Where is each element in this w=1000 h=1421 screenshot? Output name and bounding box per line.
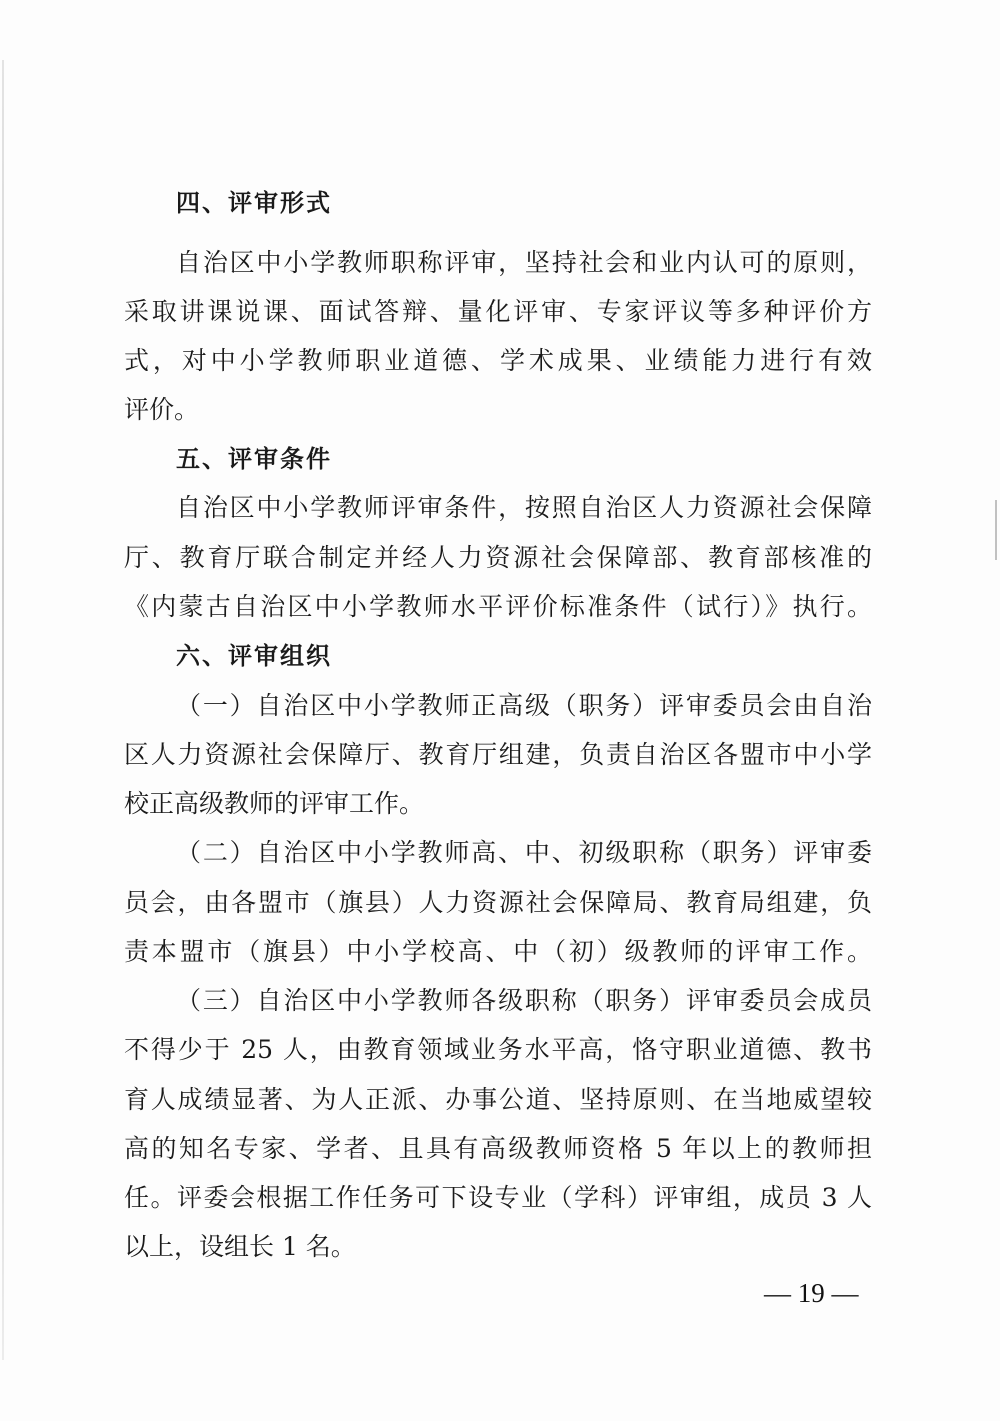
paragraph-line: 评价。 — [124, 395, 200, 424]
paragraph-line: 员会，由各盟市（旗县）人力资源社会保障局、教育局组建，负 — [124, 888, 872, 917]
paragraph-line: 责本盟市（旗县）中小学校高、中（初）级教师的评审工作。 — [124, 937, 872, 966]
paragraph-line: 自治区中小学教师职称评审，坚持社会和业内认可的原则， — [176, 248, 872, 277]
paragraph-line: 厅、教育厅联合制定并经人力资源社会保障部、教育部核准的 — [124, 543, 872, 572]
paragraph-line: 不得少于 25 人，由教育领域业务水平高，恪守职业道德、教书 — [124, 1035, 872, 1064]
scan-edge-left — [2, 60, 4, 1360]
paragraph-line: 自治区中小学教师评审条件，按照自治区人力资源社会保障 — [176, 493, 872, 522]
paragraph-line: 《内蒙古自治区中小学教师水平评价标准条件（试行）》执行。 — [124, 592, 872, 621]
scan-edge-right — [995, 500, 997, 560]
page-number: — 19 — — [764, 1278, 859, 1308]
paragraph-line: 任。评委会根据工作任务可下设专业（学科）评审组，成员 3 人 — [124, 1183, 872, 1212]
paragraph-line: 采取讲课说课、面试答辩、量化评审、专家评议等多种评价方 — [124, 297, 872, 326]
paragraph-line: 高的知名专家、学者、且具有高级教师资格 5 年以上的教师担 — [124, 1134, 872, 1163]
section-heading-4: 四、评审形式 — [176, 189, 332, 217]
paragraph-line: （一）自治区中小学教师正高级（职务）评审委员会由自治 — [176, 691, 872, 720]
paragraph-line: 式，对中小学教师职业道德、学术成果、业绩能力进行有效 — [124, 346, 872, 375]
paragraph-line: （二）自治区中小学教师高、中、初级职称（职务）评审委 — [176, 838, 872, 867]
section-heading-5: 五、评审条件 — [176, 445, 332, 473]
paragraph-line: 育人成绩显著、为人正派、办事公道、坚持原则、在当地威望较 — [124, 1085, 872, 1114]
section-heading-6: 六、评审组织 — [176, 642, 332, 670]
paragraph-line: 以上，设组长 1 名。 — [124, 1232, 356, 1261]
paragraph-line: 校正高级教师的评审工作。 — [124, 789, 425, 818]
paragraph-line: 区人力资源社会保障厅、教育厅组建，负责自治区各盟市中小学 — [124, 740, 872, 769]
paragraph-line: （三）自治区中小学教师各级职称（职务）评审委员会成员 — [176, 986, 872, 1015]
